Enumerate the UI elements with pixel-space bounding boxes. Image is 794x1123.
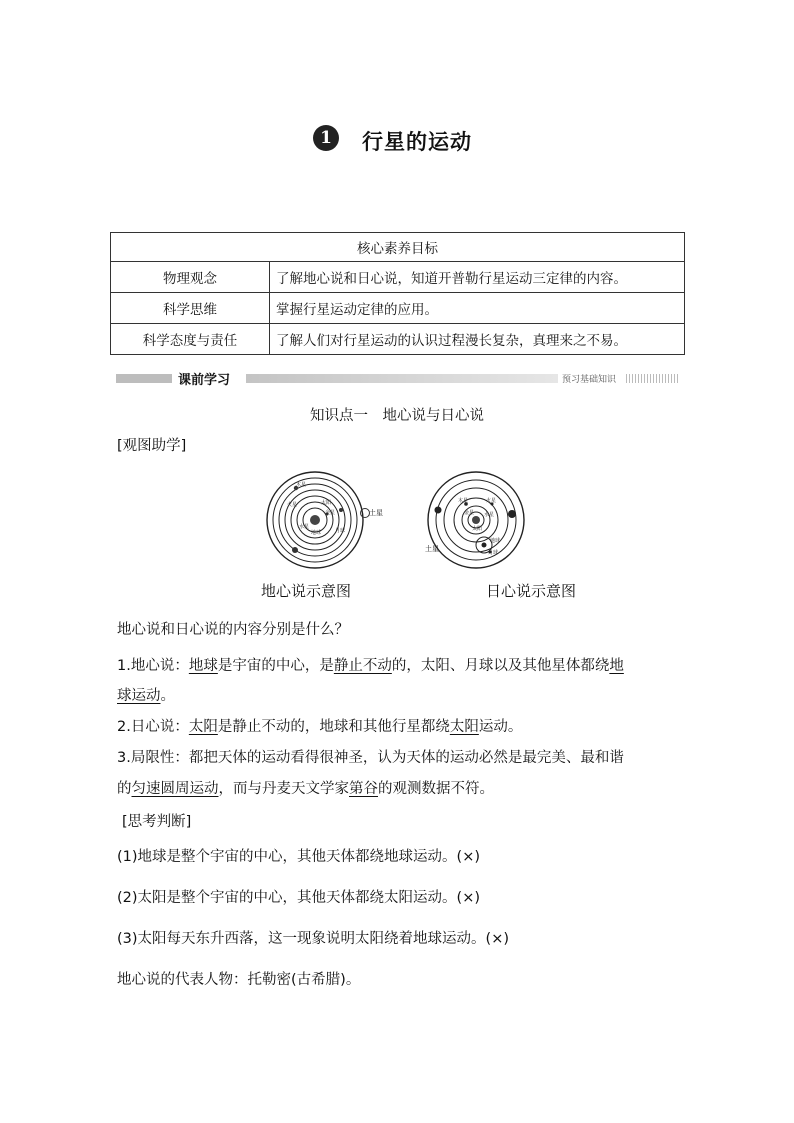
- answer-blank: 太阳: [449, 719, 479, 735]
- diagram-label: 月球: [335, 528, 346, 534]
- diagram-label: 木星: [296, 482, 307, 488]
- item-prefix: 3.局限性：都把天体的运动看得很神圣，认为天体的运动必然是最完美、最和谐: [117, 750, 624, 766]
- lesson-number-badge: 1: [313, 125, 339, 151]
- item-text: ，而与丹麦天文学家: [218, 781, 349, 797]
- table-row: [111, 293, 685, 324]
- table-row: [111, 324, 685, 355]
- answer-blank: 地: [609, 658, 624, 674]
- answer-blank: 地球: [188, 658, 218, 674]
- geo-outer-planet-label: 土星: [369, 509, 383, 517]
- goal-category: 科学态度与责任: [111, 324, 270, 355]
- heliocentric-caption: 日心说示意图: [486, 582, 577, 600]
- section-bar-stripes: [626, 374, 678, 383]
- item-limitation-cont: [117, 779, 494, 799]
- item-text: 的观测数据不符。: [378, 781, 494, 797]
- question-text: 地心说和日心说的内容分别是什么？: [117, 622, 349, 638]
- answer-blank: 静止不动: [333, 658, 392, 674]
- section-label: 课前学习: [178, 373, 231, 388]
- diagram-label: 火星: [287, 502, 298, 508]
- diagram-label: 太阳: [321, 500, 332, 506]
- knowledge-point-heading: 知识点一 地心说与日心说: [310, 408, 484, 424]
- heliocentric-svg: [426, 470, 526, 570]
- geocentric-diagram: [265, 470, 365, 570]
- goal-content: 了解人们对行星运动的认识过程漫长复杂，真理来之不易。: [270, 324, 685, 355]
- answer-blank: 太阳: [188, 719, 218, 735]
- judgment-item: (1)地球是整个宇宙的中心，其他天体都绕地球运动。(×): [117, 849, 481, 865]
- lesson-title: 行星的运动: [362, 130, 472, 154]
- judgment-item: (2)太阳是整个宇宙的中心，其他天体都绕太阳运动。(×): [117, 890, 481, 906]
- diagram-label: 地球: [490, 538, 501, 544]
- item-text: 。: [160, 688, 175, 704]
- item-geocentric-cont: [117, 686, 175, 706]
- figure-help-label: [观图助学]: [117, 438, 187, 454]
- section-bar-decoration: [116, 374, 172, 383]
- table-row: [111, 262, 685, 293]
- table-header-row: [111, 233, 685, 262]
- goal-content: 掌握行星运动定律的应用。: [270, 293, 685, 324]
- diagram-label: 火星: [486, 498, 497, 504]
- section-tag: 预习基础知识: [562, 375, 617, 385]
- core-goals-table: [110, 232, 685, 355]
- item-text: 运动。: [478, 719, 523, 735]
- diagram-label: 木星: [458, 498, 469, 504]
- item-prefix: 2.日心说：: [117, 719, 189, 735]
- item-text: 的，太阳、月球以及其他星体都绕: [391, 658, 610, 674]
- item-text: 是宇宙的中心，是: [217, 658, 334, 674]
- judgment-item: (3)太阳每天东升西落，这一现象说明太阳绕着地球运动。(×): [117, 931, 510, 947]
- answer-blank: 匀速圆周运动: [131, 781, 219, 797]
- helio-outer-planet-label: 土星: [425, 545, 439, 553]
- diagram-label: 月球: [488, 550, 499, 556]
- goal-content: 了解地心说和日心说，知道开普勒行星运动三定律的内容。: [270, 262, 685, 293]
- item-text: 是静止不动的，地球和其他行星都绕: [217, 719, 450, 735]
- item-text: 的: [117, 781, 132, 797]
- think-label: [思考判断]: [122, 814, 192, 830]
- heliocentric-diagram: [426, 470, 526, 570]
- section-header-bar: [116, 370, 678, 386]
- diagram-label: 水星: [484, 512, 495, 518]
- goal-category: 科学思维: [111, 293, 270, 324]
- diagram-label: 地球: [311, 530, 322, 536]
- diagram-label: 金星: [325, 510, 336, 516]
- diagram-label: 金星: [464, 510, 475, 516]
- table-header: 核心素养目标: [111, 233, 685, 262]
- geocentric-caption: 地心说示意图: [261, 582, 352, 600]
- answer-blank: 第谷: [349, 781, 378, 797]
- goal-category: 物理观念: [111, 262, 270, 293]
- lesson-title-row: [0, 122, 794, 162]
- saturn-icon: [360, 508, 370, 518]
- section-bar-gradient: [246, 374, 558, 383]
- answer-blank: 球运动: [117, 688, 161, 704]
- item-geocentric: [117, 656, 624, 676]
- diagram-label: 太阳: [472, 526, 483, 532]
- geocentric-svg: [265, 470, 365, 570]
- item-limitation: [117, 748, 624, 768]
- diagram-label: 水星: [299, 524, 310, 530]
- item-prefix: 1.地心说：: [117, 658, 189, 674]
- item-heliocentric: [117, 717, 522, 737]
- representative-text: 地心说的代表人物：托勒密(古希腊)。: [117, 972, 361, 988]
